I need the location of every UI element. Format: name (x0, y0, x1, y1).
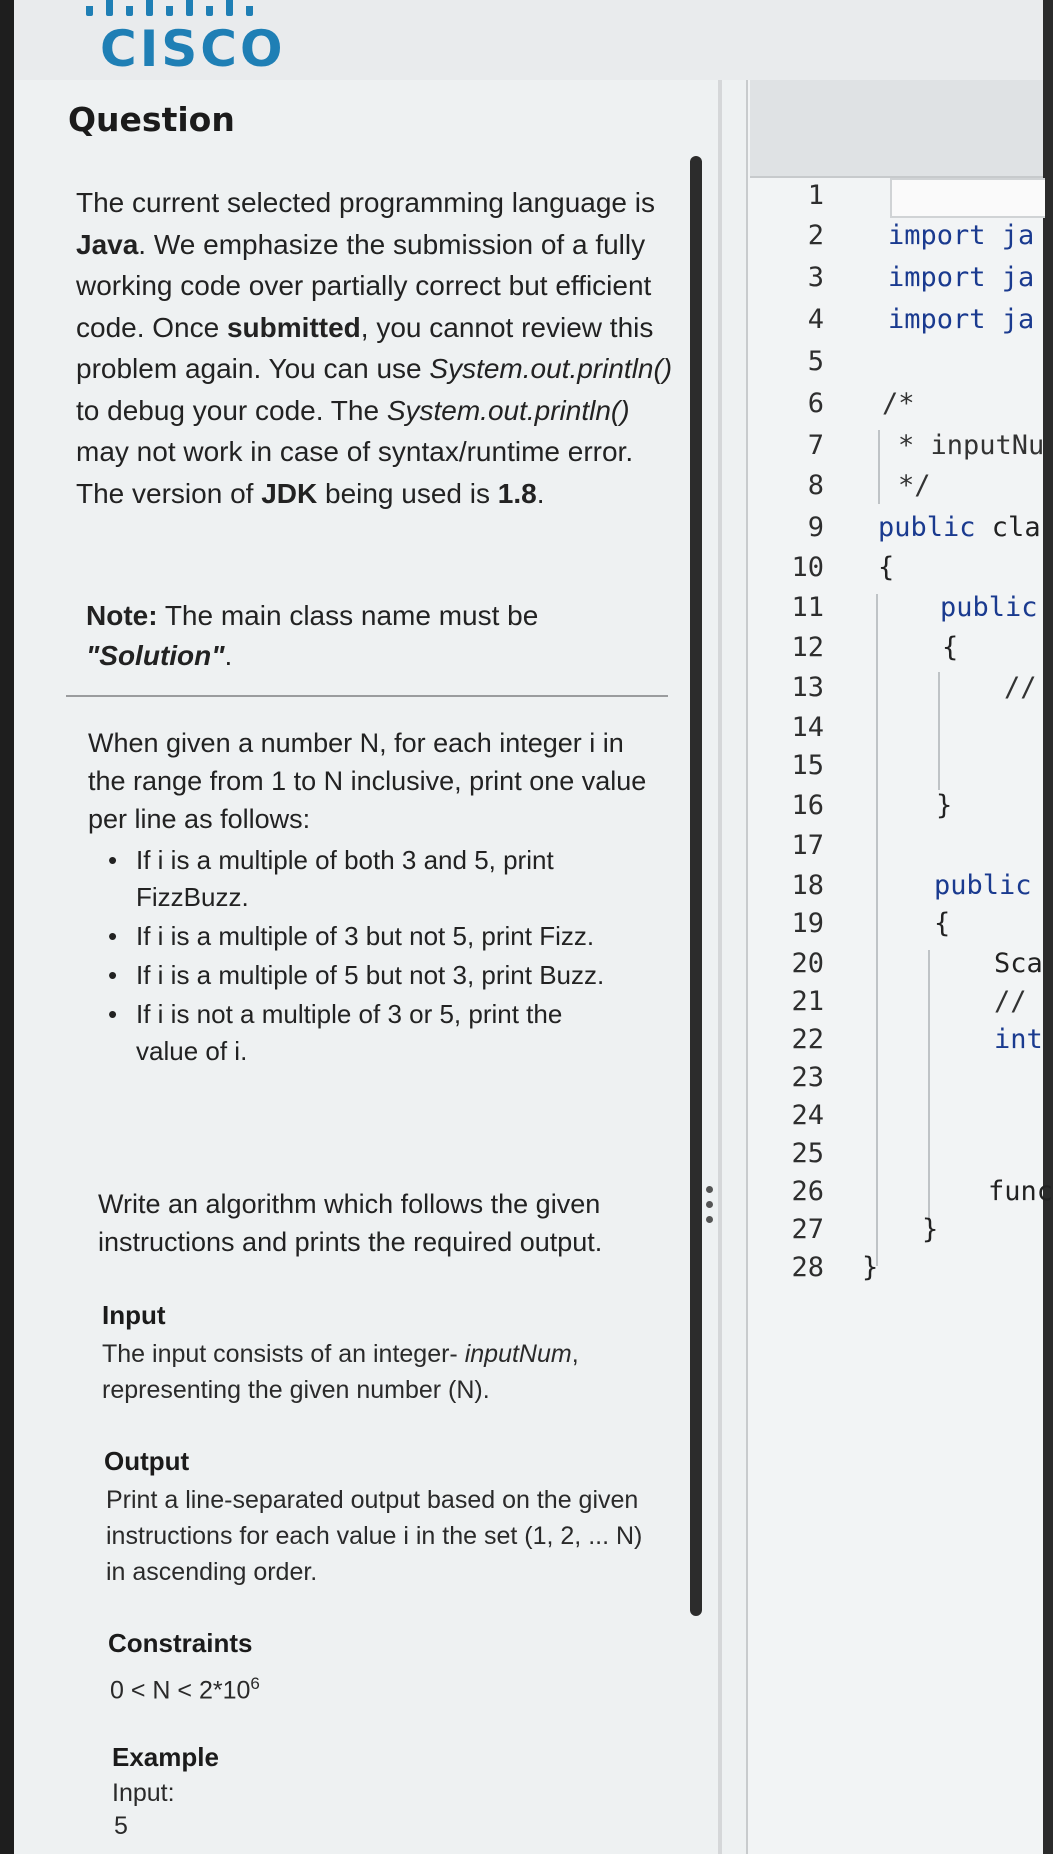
constraints-text: $0 < N < 2*10^6$ (110, 1674, 260, 1705)
list-item: • If i is not a multiple of 3 or 5, print the value of i. (108, 996, 628, 1070)
code-line[interactable]: 13 // (791, 672, 1037, 703)
language-name: Java (76, 228, 139, 260)
rules-list (108, 842, 628, 1072)
code-line[interactable]: 5 (807, 346, 824, 377)
input-heading: Input (102, 1300, 166, 1330)
question-scrollbar[interactable] (690, 156, 702, 1616)
code-line[interactable]: 9 public cla (807, 512, 1041, 543)
top-header (14, 0, 1043, 82)
panel-splitter[interactable] (718, 80, 722, 1854)
editor-toolbar (750, 80, 1043, 178)
list-item: • If i is a multiple of 5 but not 3, print Buzz. (108, 957, 628, 994)
example-heading: Example (112, 1742, 219, 1772)
code-line[interactable]: 2 import ja (807, 220, 1035, 251)
output-heading: Output (104, 1446, 190, 1476)
code-line[interactable]: 7 * inputNu (807, 430, 1045, 461)
section-divider (66, 695, 668, 697)
list-item: • If i is a multiple of both 3 and 5, print FizzBuzz. (108, 842, 628, 916)
code-line[interactable]: 16 } (791, 790, 953, 821)
code-line[interactable]: 26 func (791, 1176, 1053, 1207)
code-line[interactable]: 20 Sca (791, 948, 1043, 979)
constraints-heading: Constraints (108, 1628, 253, 1658)
code-line[interactable]: 8 */ (807, 470, 931, 501)
code-line[interactable]: 3 import ja (807, 262, 1035, 293)
cisco-logo: CISCO (100, 20, 286, 78)
list-item: • If i is a multiple of 3 but not 5, print Fizz. (108, 918, 628, 955)
monitor-bezel (0, 0, 14, 1854)
code-line[interactable]: 12 { (791, 632, 959, 663)
note-text: Note: The main class name must be "Solution". (86, 600, 539, 671)
problem-description: When given a number N, for each integer i in the range from 1 to N inclusive, print one value per line as follows: (88, 728, 647, 834)
code-line[interactable]: 25 (791, 1138, 824, 1169)
output-text: Print a line-separated output based on the given instructions for each value i in the set (1, 2, ... N) in ascending order. (106, 1486, 643, 1586)
algorithm-instruction: Write an algorithm which follows the given instructions and prints the required output. (98, 1189, 603, 1257)
jdk-version: 1.8 (497, 477, 537, 509)
code-line[interactable]: 14 (791, 712, 824, 743)
code-line[interactable]: 28 } (791, 1252, 879, 1283)
code-line[interactable]: 23 (791, 1062, 824, 1093)
code-line[interactable]: 1 (807, 180, 824, 211)
code-line[interactable]: 21 // (791, 986, 1027, 1017)
code-line[interactable]: 19 { (791, 908, 951, 939)
question-title: Question (68, 100, 235, 139)
question-intro: The current selected programming language is Java. We emphasize the submission of a fully working code over partially correct but efficient code. Once submitted, you cannot review this problem again. You can use System.out.println() to debug your code. The System.out.println() may not work in case of syntax/runtime error. The version of JDK being used is 1.8. (76, 187, 673, 509)
code-line[interactable]: 27 } (791, 1214, 939, 1245)
code-line[interactable]: 11 public (791, 592, 1038, 623)
code-line[interactable]: 24 (791, 1100, 824, 1131)
splitter-handle-icon[interactable] (706, 1186, 714, 1231)
code-line[interactable]: 18 public (791, 870, 1032, 901)
code-line[interactable]: 4 import ja (807, 304, 1035, 335)
cisco-logo-bars (86, 0, 286, 16)
code-line[interactable]: 22 int (791, 1024, 1043, 1055)
code-line[interactable]: 6 /* (807, 388, 915, 419)
code-line[interactable]: 10 { (791, 552, 895, 583)
code-line[interactable]: 15 (791, 750, 824, 781)
example-input-label: Input: (112, 1779, 175, 1807)
example-input-value: 5 (114, 1812, 128, 1840)
input-text: The input consists of an integer- inputNum, representing the given number (N). (102, 1340, 579, 1404)
code-line[interactable]: 17 (791, 830, 824, 861)
